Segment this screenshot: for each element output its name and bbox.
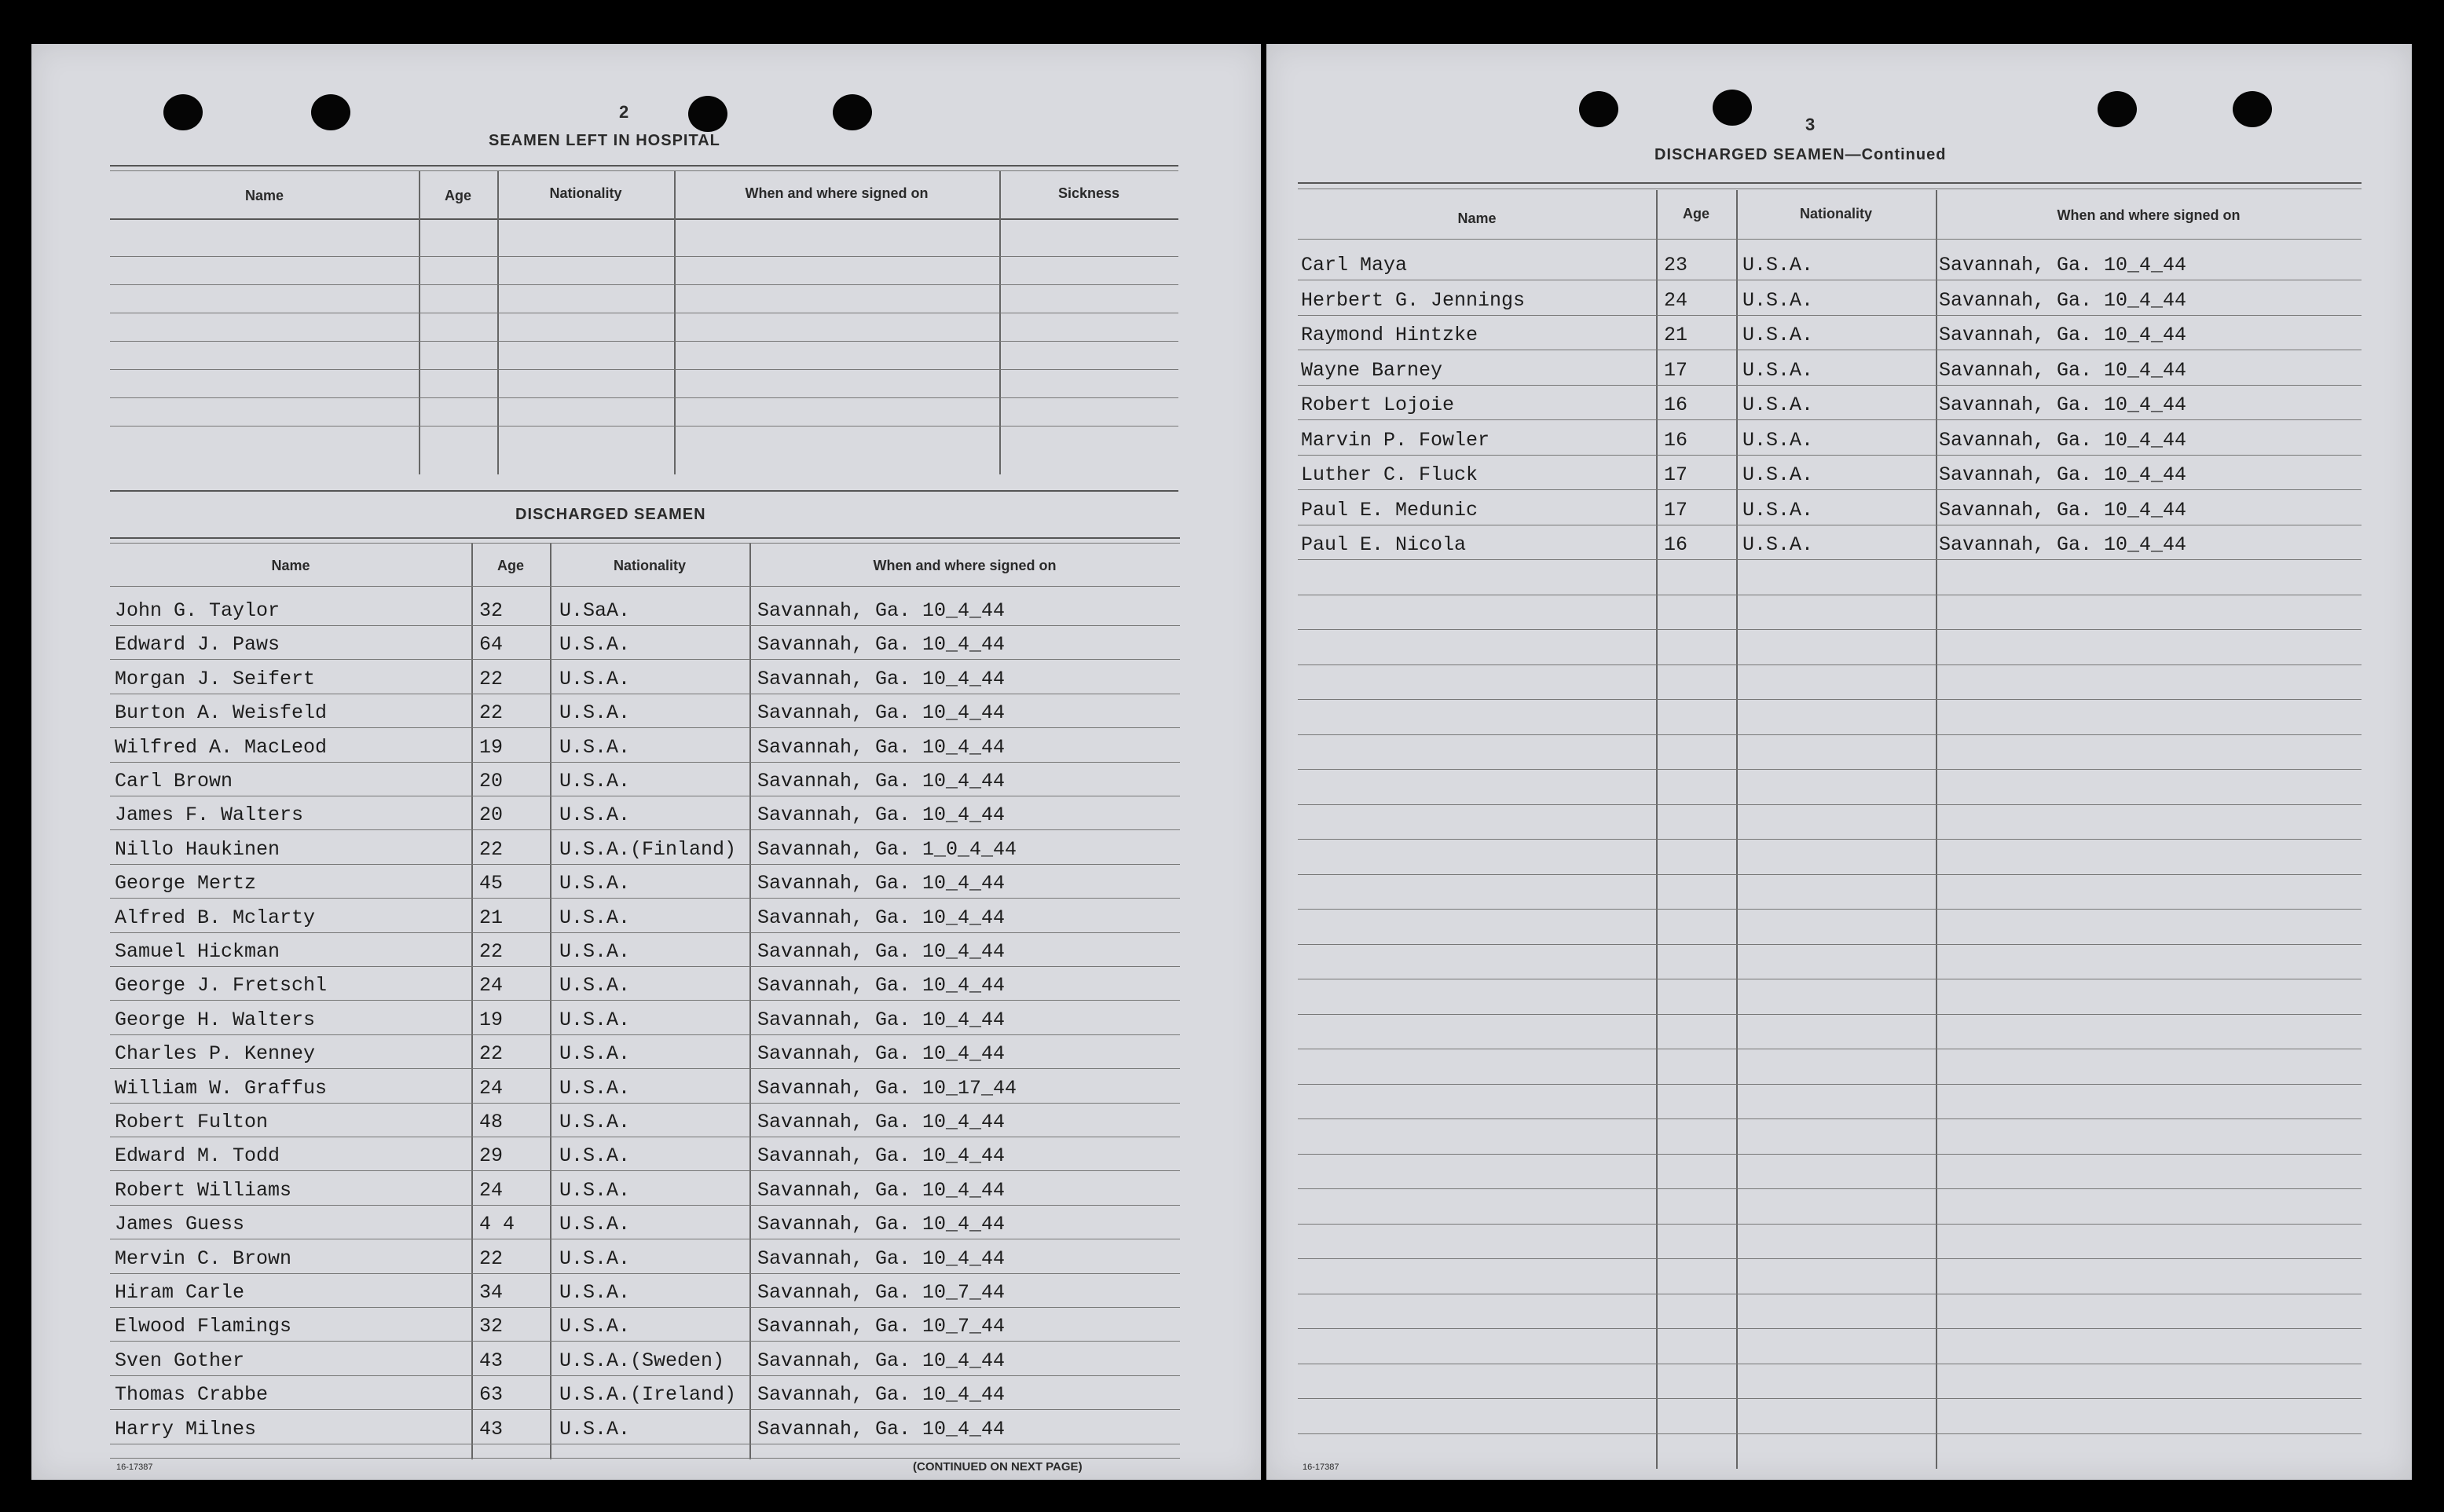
seaman-age: 29 xyxy=(479,1144,504,1168)
seaman-nationality: U.S.A. xyxy=(559,1213,631,1236)
seaman-name: Charles P. Kenney xyxy=(115,1042,316,1066)
seaman-nationality: U.S.A. xyxy=(559,1247,631,1270)
row-rule xyxy=(1298,1398,2362,1399)
seaman-age: 43 xyxy=(479,1417,504,1441)
row-rule xyxy=(110,898,1180,899)
seaman-name: Wayne Barney xyxy=(1301,358,1443,382)
seaman-age: 22 xyxy=(479,940,504,963)
seaman-nationality: U.S.A. xyxy=(559,940,631,963)
seaman-age: 16 xyxy=(1664,533,1688,556)
seaman-signed-on: Savannah, Ga. 10_4_44 xyxy=(757,1042,1006,1066)
seaman-nationality: U.S.A. xyxy=(1742,428,1814,452)
row-rule xyxy=(1298,629,2362,630)
form-number: 16-17387 xyxy=(1303,1463,1339,1472)
continued-header-name: Name xyxy=(1457,211,1497,226)
row-rule xyxy=(110,1307,1180,1308)
seaman-age: 32 xyxy=(479,1315,504,1338)
seaman-age: 43 xyxy=(479,1349,504,1372)
seaman-age: 22 xyxy=(479,1247,504,1270)
seaman-name: George Mertz xyxy=(115,872,257,895)
seaman-nationality: U.S.A. xyxy=(559,906,631,929)
seaman-signed-on: Savannah, Ga. 10_4_44 xyxy=(757,1178,1006,1202)
discharged-section-title: DISCHARGED SEAMEN xyxy=(515,506,706,523)
rule xyxy=(110,170,1178,171)
seaman-age: 22 xyxy=(479,701,504,725)
seaman-name: Nillo Haukinen xyxy=(115,837,280,861)
seaman-nationality: U.S.A. xyxy=(559,667,631,690)
hospital-header-name: Name xyxy=(244,188,284,203)
seaman-signed-on: Savannah, Ga. 10_4_44 xyxy=(757,1144,1006,1168)
column-divider xyxy=(497,171,499,474)
row-rule xyxy=(110,659,1180,660)
hospital-section-title: SEAMEN LEFT IN HOSPITAL xyxy=(489,132,720,149)
seaman-name: George H. Walters xyxy=(115,1008,316,1031)
seaman-signed-on: Savannah, Ga. 1_0_4_44 xyxy=(757,837,1017,861)
seaman-name: Mervin C. Brown xyxy=(115,1247,292,1270)
page-number: 2 xyxy=(619,102,629,122)
seaman-nationality: U.S.A.(Ireland) xyxy=(559,1383,737,1407)
seaman-name: Sven Gother xyxy=(115,1349,245,1372)
seaman-age: 23 xyxy=(1664,254,1688,276)
seaman-name: Alfred B. Mclarty xyxy=(115,906,316,929)
right-page xyxy=(1266,44,2412,1480)
punch-hole xyxy=(2233,91,2272,127)
seaman-nationality: U.S.A. xyxy=(559,974,631,998)
row-rule xyxy=(1298,1224,2362,1225)
seaman-nationality: U.S.A. xyxy=(1742,358,1814,382)
seaman-age: 32 xyxy=(479,599,504,622)
row-rule xyxy=(1298,419,2362,420)
seaman-age: 45 xyxy=(479,872,504,895)
seaman-nationality: U.S.A. xyxy=(559,1008,631,1031)
seaman-nationality: U.S.A. xyxy=(559,1417,631,1441)
seaman-nationality: U.S.A. xyxy=(559,633,631,657)
seaman-name: James Guess xyxy=(115,1213,245,1236)
rule xyxy=(1298,239,2362,240)
row-rule xyxy=(110,932,1180,933)
seaman-name: Harry Milnes xyxy=(115,1417,257,1441)
seaman-signed-on: Savannah, Ga. 10_4_44 xyxy=(1939,498,2187,522)
column-divider xyxy=(550,544,551,1459)
seaman-age: 4 4 xyxy=(479,1213,515,1236)
discharged-header-name: Name xyxy=(271,558,310,573)
seaman-signed-on: Savannah, Ga. 10_4_44 xyxy=(757,1417,1006,1441)
rule xyxy=(110,586,1180,587)
punch-hole xyxy=(688,96,727,132)
seaman-signed-on: Savannah, Ga. 10_4_44 xyxy=(757,940,1006,963)
row-rule xyxy=(1298,769,2362,770)
row-rule xyxy=(1298,664,2362,665)
left-page xyxy=(31,44,1261,1480)
seaman-name: Carl Brown xyxy=(115,770,233,793)
continued-note: (CONTINUED ON NEXT PAGE) xyxy=(913,1460,1083,1474)
seaman-nationality: U.S.A. xyxy=(559,1315,631,1338)
seaman-name: Wilfred A. MacLeod xyxy=(115,735,328,759)
seaman-nationality: U.SaA. xyxy=(559,599,631,622)
row-rule xyxy=(1298,315,2362,316)
row-rule xyxy=(110,1409,1180,1410)
column-divider xyxy=(1656,190,1658,1469)
row-rule xyxy=(1298,874,2362,875)
seaman-signed-on: Savannah, Ga. 10_4_44 xyxy=(757,735,1006,759)
seaman-signed-on: Savannah, Ga. 10_4_44 xyxy=(757,1383,1006,1407)
seaman-name: Paul E. Medunic xyxy=(1301,498,1478,522)
seaman-signed-on: Savannah, Ga. 10_4_44 xyxy=(757,667,1006,690)
discharged-header-signed: When and where signed on xyxy=(873,558,1057,573)
row-rule xyxy=(1298,734,2362,735)
seaman-signed-on: Savannah, Ga. 10_4_44 xyxy=(757,1008,1006,1031)
seaman-signed-on: Savannah, Ga. 10_4_44 xyxy=(1939,428,2187,452)
seaman-age: 17 xyxy=(1664,498,1688,522)
row-rule xyxy=(110,1458,1180,1459)
seaman-age: 22 xyxy=(479,667,504,690)
seaman-nationality: U.S.A. xyxy=(1742,533,1814,556)
row-rule xyxy=(1298,489,2362,490)
row-rule xyxy=(1298,1154,2362,1155)
column-divider xyxy=(471,544,473,1459)
seaman-signed-on: Savannah, Ga. 10_4_44 xyxy=(1939,533,2187,556)
row-rule xyxy=(110,256,1178,257)
seaman-nationality: U.S.A. xyxy=(559,1178,631,1202)
seaman-nationality: U.S.A. xyxy=(559,701,631,725)
row-rule xyxy=(1298,1188,2362,1189)
rule xyxy=(110,490,1178,492)
seaman-nationality: U.S.A. xyxy=(559,804,631,827)
rule xyxy=(110,537,1180,539)
seaman-age: 17 xyxy=(1664,463,1688,486)
column-divider xyxy=(674,171,676,474)
rule xyxy=(110,543,1180,544)
seaman-age: 24 xyxy=(479,1076,504,1100)
seaman-age: 17 xyxy=(1664,358,1688,382)
seaman-name: James F. Walters xyxy=(115,804,304,827)
row-rule xyxy=(110,1170,1180,1171)
row-rule xyxy=(1298,1084,2362,1085)
seaman-age: 21 xyxy=(1664,324,1688,346)
seaman-nationality: U.S.A. xyxy=(559,1281,631,1304)
punch-hole xyxy=(833,94,872,130)
seaman-signed-on: Savannah, Ga. 10_4_44 xyxy=(1939,463,2187,486)
seaman-name: Burton A. Weisfeld xyxy=(115,701,328,725)
row-rule xyxy=(1298,1118,2362,1119)
row-rule xyxy=(1298,699,2362,700)
seaman-age: 64 xyxy=(479,633,504,657)
row-rule xyxy=(110,1103,1180,1104)
seaman-age: 19 xyxy=(479,1008,504,1031)
seaman-name: William W. Graffus xyxy=(115,1076,328,1100)
seaman-name: Marvin P. Fowler xyxy=(1301,428,1490,452)
column-divider xyxy=(419,171,420,474)
seaman-nationality: U.S.A. xyxy=(559,1144,631,1168)
row-rule xyxy=(110,1068,1180,1069)
seaman-nationality: U.S.A. xyxy=(559,1111,631,1133)
rule xyxy=(110,218,1178,220)
seaman-nationality: U.S.A. xyxy=(1742,463,1814,486)
seaman-nationality: U.S.A. xyxy=(559,1076,631,1100)
seaman-age: 24 xyxy=(1664,288,1688,312)
row-rule xyxy=(110,341,1178,342)
row-rule xyxy=(1298,839,2362,840)
seaman-name: Carl Maya xyxy=(1301,254,1408,276)
row-rule xyxy=(1298,804,2362,805)
row-rule xyxy=(110,284,1178,285)
page-number: 3 xyxy=(1805,115,1816,134)
seaman-age: 20 xyxy=(479,770,504,793)
rule xyxy=(110,165,1178,167)
seaman-nationality: U.S.A. xyxy=(1742,288,1814,312)
seaman-nationality: U.S.A. xyxy=(1742,394,1814,416)
seaman-age: 16 xyxy=(1664,428,1688,452)
punch-hole xyxy=(311,94,350,130)
seaman-signed-on: Savannah, Ga. 10_4_44 xyxy=(757,1111,1006,1133)
seaman-name: Herbert G. Jennings xyxy=(1301,288,1526,312)
seaman-signed-on: Savannah, Ga. 10_4_44 xyxy=(757,872,1006,895)
row-rule xyxy=(110,1341,1180,1342)
seaman-signed-on: Savannah, Ga. 10_4_44 xyxy=(757,599,1006,622)
row-rule xyxy=(1298,1328,2362,1329)
row-rule xyxy=(110,727,1180,728)
seaman-age: 21 xyxy=(479,906,504,929)
seaman-age: 20 xyxy=(479,804,504,827)
punch-hole xyxy=(1713,90,1752,126)
column-divider xyxy=(999,171,1001,474)
seaman-signed-on: Savannah, Ga. 10_4_44 xyxy=(757,770,1006,793)
seaman-age: 22 xyxy=(479,837,504,861)
seaman-signed-on: Savannah, Ga. 10_7_44 xyxy=(757,1315,1006,1338)
rule xyxy=(1298,182,2362,184)
seaman-name: Raymond Hintzke xyxy=(1301,324,1478,346)
seaman-name: Edward J. Paws xyxy=(115,633,280,657)
hospital-header-nationality: Nationality xyxy=(549,185,622,201)
discharged-header-nationality: Nationality xyxy=(613,558,686,573)
row-rule xyxy=(1298,1014,2362,1015)
row-rule xyxy=(1298,944,2362,945)
row-rule xyxy=(1298,455,2362,456)
seaman-age: 34 xyxy=(479,1281,504,1304)
seaman-nationality: U.S.A. xyxy=(559,1042,631,1066)
row-rule xyxy=(110,1205,1180,1206)
punch-hole xyxy=(163,94,203,130)
hospital-header-age: Age xyxy=(444,188,471,203)
row-rule xyxy=(110,762,1180,763)
seaman-signed-on: Savannah, Ga. 10_4_44 xyxy=(757,1349,1006,1372)
seaman-signed-on: Savannah, Ga. 10_4_44 xyxy=(1939,358,2187,382)
seaman-name: Luther C. Fluck xyxy=(1301,463,1478,486)
continued-header-age: Age xyxy=(1682,206,1709,221)
continued-header-signed: When and where signed on xyxy=(2057,207,2241,223)
seaman-name: Morgan J. Seifert xyxy=(115,667,316,690)
seaman-nationality: U.S.A. xyxy=(559,770,631,793)
row-rule xyxy=(110,397,1178,398)
seaman-signed-on: Savannah, Ga. 10_4_44 xyxy=(757,1213,1006,1236)
row-rule xyxy=(110,1273,1180,1274)
seaman-signed-on: Savannah, Ga. 10_4_44 xyxy=(1939,288,2187,312)
row-rule xyxy=(110,966,1180,967)
seaman-signed-on: Savannah, Ga. 10_4_44 xyxy=(1939,394,2187,416)
seaman-signed-on: Savannah, Ga. 10_4_44 xyxy=(757,701,1006,725)
row-rule xyxy=(110,625,1180,626)
continued-header-nationality: Nationality xyxy=(1799,206,1872,221)
seaman-signed-on: Savannah, Ga. 10_4_44 xyxy=(757,633,1006,657)
seaman-signed-on: Savannah, Ga. 10_4_44 xyxy=(757,804,1006,827)
punch-hole xyxy=(1579,91,1618,127)
seaman-signed-on: Savannah, Ga. 10_4_44 xyxy=(757,974,1006,998)
discharged-header-age: Age xyxy=(496,558,524,573)
row-rule xyxy=(1298,909,2362,910)
seaman-age: 63 xyxy=(479,1383,504,1407)
row-rule xyxy=(110,1000,1180,1001)
punch-hole xyxy=(2098,91,2137,127)
seaman-name: George J. Fretschl xyxy=(115,974,328,998)
seaman-name: Elwood Flamings xyxy=(115,1315,292,1338)
seaman-nationality: U.S.A. xyxy=(559,872,631,895)
column-divider xyxy=(1936,190,1937,1469)
seaman-name: Samuel Hickman xyxy=(115,940,280,963)
hospital-header-sickness: Sickness xyxy=(1057,185,1120,201)
seaman-age: 24 xyxy=(479,974,504,998)
column-divider xyxy=(1736,190,1738,1469)
row-rule xyxy=(110,369,1178,370)
row-rule xyxy=(110,829,1180,830)
seaman-name: Robert Fulton xyxy=(115,1111,269,1133)
row-rule xyxy=(110,1034,1180,1035)
row-rule xyxy=(1298,385,2362,386)
row-rule xyxy=(1298,1258,2362,1259)
seaman-age: 22 xyxy=(479,1042,504,1066)
seaman-nationality: U.S.A.(Finland) xyxy=(559,837,737,861)
seaman-signed-on: Savannah, Ga. 10_4_44 xyxy=(757,1247,1006,1270)
row-rule xyxy=(110,1375,1180,1376)
seaman-signed-on: Savannah, Ga. 10_7_44 xyxy=(757,1281,1006,1304)
seaman-name: John G. Taylor xyxy=(115,599,280,622)
column-divider xyxy=(749,544,751,1459)
row-rule xyxy=(1298,559,2362,560)
seaman-age: 48 xyxy=(479,1111,504,1133)
seaman-nationality: U.S.A.(Sweden) xyxy=(559,1349,725,1372)
form-number: 16-17387 xyxy=(116,1463,153,1472)
seaman-signed-on: Savannah, Ga. 10_4_44 xyxy=(1939,254,2187,276)
seaman-age: 24 xyxy=(479,1178,504,1202)
seaman-name: Hiram Carle xyxy=(115,1281,245,1304)
seaman-name: Robert Lojoie xyxy=(1301,394,1455,416)
seaman-nationality: U.S.A. xyxy=(559,735,631,759)
seaman-age: 19 xyxy=(479,735,504,759)
seaman-name: Edward M. Todd xyxy=(115,1144,280,1168)
seaman-age: 16 xyxy=(1664,394,1688,416)
seaman-nationality: U.S.A. xyxy=(1742,498,1814,522)
row-rule xyxy=(1298,1433,2362,1434)
seaman-nationality: U.S.A. xyxy=(1742,324,1814,346)
seaman-name: Thomas Crabbe xyxy=(115,1383,269,1407)
seaman-signed-on: Savannah, Ga. 10_17_44 xyxy=(757,1076,1017,1100)
hospital-header-signed: When and where signed on xyxy=(745,185,929,201)
row-rule xyxy=(110,864,1180,865)
seaman-signed-on: Savannah, Ga. 10_4_44 xyxy=(1939,324,2187,346)
seaman-signed-on: Savannah, Ga. 10_4_44 xyxy=(757,906,1006,929)
seaman-name: Robert Williams xyxy=(115,1178,292,1202)
row-rule xyxy=(110,426,1178,427)
continued-section-title: DISCHARGED SEAMEN—Continued xyxy=(1654,146,1947,163)
seaman-name: Paul E. Nicola xyxy=(1301,533,1467,556)
seaman-nationality: U.S.A. xyxy=(1742,254,1814,276)
